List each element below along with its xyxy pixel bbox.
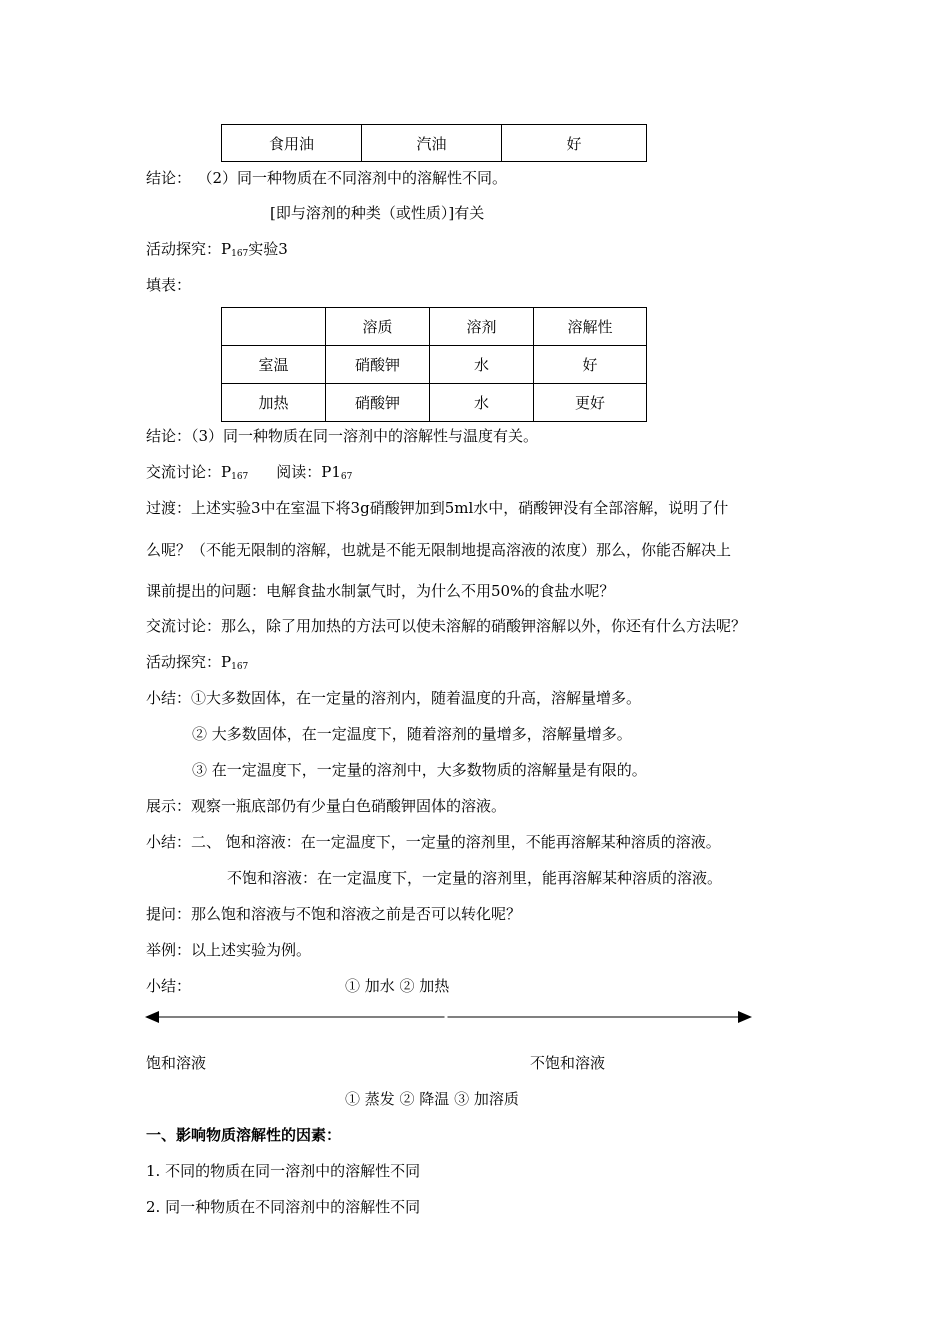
table-cell: 更好: [534, 384, 647, 422]
conversion-methods-top: ① 加水 ② 加热: [345, 977, 450, 995]
discussion-prefix: 交流讨论：P: [146, 463, 232, 481]
table-cell: 硝酸钾: [326, 384, 430, 422]
table-cell: 加热: [222, 384, 326, 422]
activity-prefix: 活动探究：P: [146, 653, 232, 671]
conversion-methods-bottom: ① 蒸发 ② 降温 ③ 加溶质: [345, 1090, 519, 1108]
unsaturated-solution-label: 不饱和溶液: [530, 1054, 606, 1072]
show-statement: 展示：观察一瓶底部仍有少量白色硝酸钾固体的溶液。: [146, 797, 507, 815]
conclusion-text: （2）同一种物质在不同溶剂中的溶解性不同。: [205, 169, 508, 187]
conclusion-label: 结论：: [146, 169, 192, 187]
page-subscript: 167: [231, 662, 249, 672]
transition-line-1: 过渡：上述实验3中在室温下将3g硝酸钾加到5ml水中，硝酸钾没有全部溶解，说明了什: [146, 499, 729, 517]
table-cell: 水: [430, 346, 534, 384]
table-cell: 室温: [222, 346, 326, 384]
fill-table-label: 填表：: [146, 276, 192, 294]
transition-line-2: 么呢？（不能无限制的溶解，也就是不能无限制地提高溶液的浓度）那么，你能否解决上: [146, 541, 732, 559]
conclusion-text: （3）同一种物质在同一溶剂中的溶解性与温度有关。: [191, 427, 539, 445]
table-header-cell: 溶剂: [430, 308, 534, 346]
summary-2-line-1: 小结：二、 饱和溶液：在一定温度下，一定量的溶剂里，不能再溶解某种溶质的溶液。: [146, 833, 721, 851]
factor-item-1: 1. 不同的物质在同一溶剂中的溶解性不同: [146, 1162, 421, 1180]
table-cell: 硝酸钾: [326, 346, 430, 384]
summary-1-line-2: ② 大多数固体，在一定温度下，随着溶剂的量增多，溶解量增多。: [192, 725, 632, 743]
page-subscript: 167: [231, 249, 249, 259]
summary-3-label: 小结：: [146, 977, 192, 995]
conclusion-label: 结论：: [146, 427, 192, 445]
summary-1-line-3: ③ 在一定温度下，一定量的溶剂中，大多数物质的溶解量是有限的。: [192, 761, 647, 779]
table-cell: 好: [502, 125, 647, 162]
table-cell: 汽油: [362, 125, 502, 162]
conclusion-2-note: [即与溶剂的种类（或性质）]有关: [270, 204, 485, 222]
table-header-cell: 溶解性: [534, 308, 647, 346]
summary-1-line-1: 小结：①大多数固体，在一定量的溶剂内，随着温度的升高，溶解量增多。: [146, 689, 642, 707]
page-subscript: 67: [340, 472, 353, 482]
table-cell: 水: [430, 384, 534, 422]
saturated-solution-label: 饱和溶液: [146, 1054, 207, 1072]
question-statement: 提问：那么饱和溶液与不饱和溶液之前是否可以转化呢？: [146, 905, 522, 923]
transition-line-3: 课前提出的问题：电解食盐水制氯气时，为什么不用50%的食盐水呢？: [146, 582, 615, 600]
table-cell: 食用油: [222, 125, 362, 162]
example-statement: 举例：以上述实验为例。: [146, 941, 312, 959]
discussion-2: 交流讨论：那么，除了用加热的方法可以使未溶解的硝酸钾溶解以外，你还有什么方法呢？: [146, 617, 747, 635]
activity-suffix: 实验3: [248, 240, 288, 258]
factors-heading: 一、影响物质溶解性的因素：: [146, 1126, 342, 1144]
table-cell: 好: [534, 346, 647, 384]
table-header-cell: 溶质: [326, 308, 430, 346]
reading-prefix: 阅读：P1: [276, 463, 341, 481]
factor-item-2: 2. 同一种物质在不同溶剂中的溶解性不同: [146, 1198, 421, 1216]
summary-2-line-2: 不饱和溶液：在一定温度下，一定量的溶剂里，能再溶解某种溶质的溶液。: [227, 869, 723, 887]
page-subscript: 167: [231, 472, 249, 482]
activity-prefix: 活动探究：P: [146, 240, 232, 258]
